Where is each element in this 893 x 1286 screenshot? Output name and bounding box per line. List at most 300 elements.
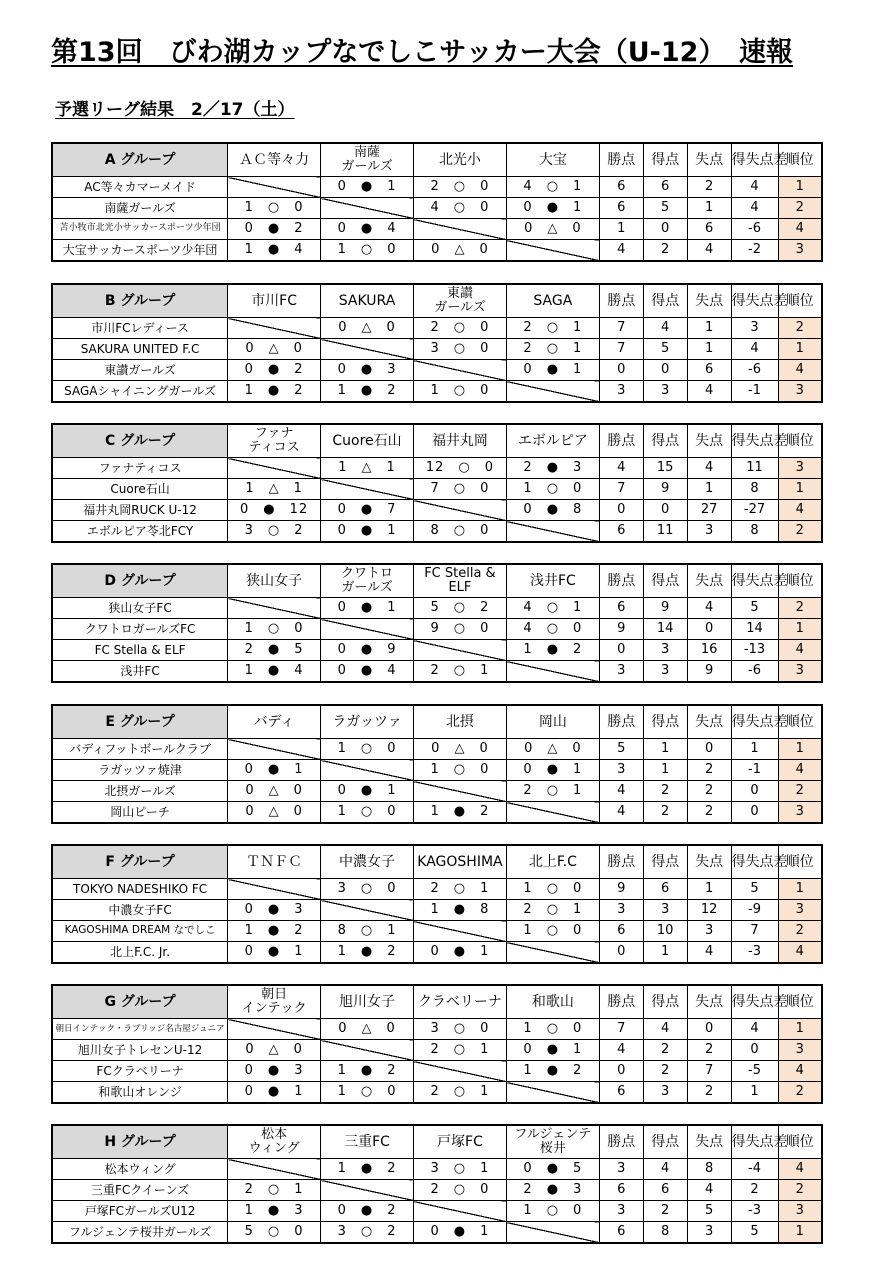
opponent-header: Cuore石山 [321,424,414,458]
match-result: 1 ● 2 [506,1061,599,1082]
stat-header: 失点 [687,985,731,1019]
stat-cell: 1 [643,760,687,781]
match-result: 1 ○ 0 [413,760,506,781]
stat-cell: 10 [643,921,687,942]
rank-cell: 1 [778,879,822,900]
rank-cell: 4 [778,942,822,964]
stat-cell: -6 [731,219,778,240]
stat-cell: 0 [643,219,687,240]
stat-cell: 4 [687,240,731,262]
stat-cell: 4 [643,1159,687,1180]
match-result: 1 ● 8 [413,900,506,921]
stat-cell: 6 [599,521,643,543]
team-name: KAGOSHIMA DREAM なでしこ [52,921,228,942]
rank-cell: 2 [778,198,822,219]
stat-header: 得点 [643,985,687,1019]
table-row [52,479,822,500]
stat-cell: 1 [599,219,643,240]
match-result: 2 ○ 1 [506,339,599,360]
stat-cell: 0 [687,1019,731,1040]
team-name: フルジェンテ桜井ガールズ [52,1222,228,1244]
stat-cell: 6 [643,879,687,900]
stat-cell: 0 [687,619,731,640]
match-result: 1 ● 2 [228,381,321,403]
stat-cell: 4 [643,1019,687,1040]
stat-header: 順位 [778,564,822,598]
stat-cell: 3 [599,760,643,781]
table-row [52,500,822,521]
match-result: 2 ○ 1 [413,661,506,683]
stat-header: 得失点差 [731,564,778,598]
stat-cell: 3 [599,381,643,403]
match-result: 0 △ 0 [413,739,506,760]
match-result: 1 ○ 0 [506,1201,599,1222]
stat-cell: 7 [731,921,778,942]
stat-cell: 1 [731,739,778,760]
self-match-cell [321,198,414,219]
match-result: 0 △ 0 [228,781,321,802]
table-row [52,1180,822,1201]
rank-cell: 4 [778,1061,822,1082]
stat-cell: 6 [687,219,731,240]
team-name: SAKURA UNITED F.C [52,339,228,360]
team-name: SAGAシャイニングガールズ [52,381,228,403]
opponent-header: エボルピア [506,424,599,458]
match-result: 1 ○ 0 [321,1082,414,1104]
match-result: 4 ○ 1 [506,177,599,198]
opponent-header: KAGOSHIMA [413,845,506,879]
match-result: 0 ● 1 [228,760,321,781]
match-result: 3 ○ 0 [413,339,506,360]
table-row [52,1040,822,1061]
stat-cell: 0 [731,1040,778,1061]
table-row [52,1019,822,1040]
opponent-header: FC Stella & ELF [413,564,506,598]
stat-header: 順位 [778,284,822,318]
stat-cell: 0 [643,500,687,521]
rank-cell: 1 [778,479,822,500]
stat-cell: 2 [687,802,731,824]
rank-cell: 4 [778,1159,822,1180]
stat-cell: 3 [599,1159,643,1180]
rank-cell: 1 [778,177,822,198]
stat-cell: -2 [731,240,778,262]
team-name: ファナティコス [52,458,228,479]
match-result: 0 △ 0 [506,219,599,240]
table-row [52,879,822,900]
rank-cell: 1 [778,1222,822,1244]
rank-cell: 2 [778,921,822,942]
match-result: 0 △ 0 [321,318,414,339]
stat-cell: 4 [687,598,731,619]
match-result: 1 ● 2 [321,1061,414,1082]
rank-cell: 2 [778,1082,822,1104]
stat-header: 失点 [687,564,731,598]
stat-cell: 8 [643,1222,687,1244]
stat-header: 得失点差 [731,705,778,739]
stat-cell: -1 [731,760,778,781]
match-result: 3 ○ 1 [413,1159,506,1180]
stat-cell: 1 [687,479,731,500]
rank-cell: 3 [778,1040,822,1061]
stat-header: 得点 [643,143,687,177]
stat-cell: 2 [687,177,731,198]
rank-cell: 1 [778,739,822,760]
stat-header: 得失点差 [731,985,778,1019]
match-result: 2 ○ 1 [506,900,599,921]
match-result: 5 ○ 2 [413,598,506,619]
match-result: 2 ○ 1 [413,879,506,900]
rank-cell: 3 [778,458,822,479]
rank-cell: 3 [778,900,822,921]
self-match-cell [321,1180,414,1201]
stat-cell: 5 [731,1222,778,1244]
match-result: 7 ○ 0 [413,479,506,500]
stat-cell: 4 [731,177,778,198]
stat-cell: 9 [599,619,643,640]
stat-cell: 5 [643,198,687,219]
stat-header: 得失点差 [731,284,778,318]
team-name: 市川FCレディース [52,318,228,339]
stat-cell: 8 [731,521,778,543]
opponent-header: 中濃女子 [321,845,414,879]
opponent-header: ＡＣ等々力 [228,143,321,177]
match-result: 0 ● 5 [506,1159,599,1180]
team-name: FC Stella & ELF [52,640,228,661]
stat-header: 勝点 [599,705,643,739]
group-name: F グループ [52,845,228,879]
stat-cell: 7 [599,339,643,360]
match-result: 0 ● 1 [321,177,414,198]
self-match-cell [413,1201,506,1222]
group-name: D グループ [52,564,228,598]
stat-cell: 8 [731,479,778,500]
rank-cell: 3 [778,661,822,683]
rank-cell: 4 [778,640,822,661]
match-result: 0 ● 3 [321,360,414,381]
stat-cell: 1 [643,942,687,964]
match-result: 0 ● 2 [228,219,321,240]
team-name: 狭山女子FC [52,598,228,619]
opponent-header: 東讃 ガールズ [413,284,506,318]
stat-cell: 16 [687,640,731,661]
stat-cell: 4 [687,381,731,403]
rank-cell: 1 [778,1019,822,1040]
opponent-header: フルジェンテ 桜井 [506,1125,599,1159]
rank-cell: 2 [778,598,822,619]
stat-header: 得点 [643,564,687,598]
match-result: 3 ○ 0 [321,879,414,900]
stat-header: 失点 [687,143,731,177]
opponent-header: クワトロ ガールズ [321,564,414,598]
group-table [51,1124,823,1244]
rank-cell: 4 [778,760,822,781]
stat-header: 勝点 [599,845,643,879]
stat-cell: 6 [599,177,643,198]
match-result: 0 ● 9 [321,640,414,661]
stat-cell: 7 [687,1061,731,1082]
match-result: 12 ○ 0 [413,458,506,479]
rank-cell: 2 [778,318,822,339]
opponent-header: 北光小 [413,143,506,177]
rank-cell: 3 [778,1201,822,1222]
match-result: 1 ○ 0 [321,802,414,824]
group-table [51,142,823,262]
stat-cell: 2 [643,781,687,802]
page-title: 第13回 びわ湖カップなでしこサッカー大会（U-12） 速報 [51,37,793,68]
stat-cell: 6 [599,1082,643,1104]
stat-cell: -1 [731,381,778,403]
stat-cell: 3 [687,521,731,543]
self-match-cell [506,521,599,543]
team-name: 福井丸岡RUCK U-12 [52,500,228,521]
stat-header: 得失点差 [731,1125,778,1159]
opponent-header: 三重FC [321,1125,414,1159]
stat-header: 失点 [687,1125,731,1159]
group-table [51,704,823,824]
stat-cell: 1 [687,318,731,339]
stat-header: 得失点差 [731,424,778,458]
self-match-cell [321,619,414,640]
table-row [52,1201,822,1222]
stat-header: 失点 [687,845,731,879]
self-match-cell [413,921,506,942]
stat-cell: 7 [599,318,643,339]
opponent-header: バディ [228,705,321,739]
stat-cell: 6 [643,177,687,198]
group-name: G グループ [52,985,228,1019]
group-name: C グループ [52,424,228,458]
opponent-header: 岡山 [506,705,599,739]
match-result: 1 ○ 0 [228,198,321,219]
stat-cell: 0 [643,360,687,381]
self-match-cell [321,760,414,781]
opponent-header: 戸塚FC [413,1125,506,1159]
stat-cell: 2 [731,1180,778,1201]
table-row [52,900,822,921]
group-name: E グループ [52,705,228,739]
stat-cell: 6 [687,360,731,381]
match-result: 0 ● 2 [228,360,321,381]
self-match-cell [413,500,506,521]
match-result: 1 ● 2 [413,802,506,824]
match-result: 1 ○ 0 [506,1019,599,1040]
self-match-cell [228,1019,321,1040]
stat-header: 失点 [687,284,731,318]
stat-cell: -6 [731,661,778,683]
table-row [52,177,822,198]
match-result: 0 △ 0 [228,339,321,360]
stat-cell: 2 [643,1201,687,1222]
table-row [52,521,822,543]
stat-cell: 0 [599,500,643,521]
stat-cell: 0 [599,360,643,381]
table-row [52,739,822,760]
table-row [52,598,822,619]
stat-cell: 3 [731,318,778,339]
match-result: 4 ○ 0 [506,619,599,640]
stat-cell: 2 [687,1040,731,1061]
opponent-header: 市川FC [228,284,321,318]
table-row [52,760,822,781]
match-result: 0 ● 4 [321,661,414,683]
match-result: 0 ● 1 [228,1082,321,1104]
match-result: 1 ○ 0 [413,381,506,403]
group-table [51,844,823,964]
match-result: 0 ● 7 [321,500,414,521]
match-result: 2 ○ 1 [413,1082,506,1104]
match-result: 0 △ 0 [228,802,321,824]
self-match-cell [413,219,506,240]
match-result: 0 ● 1 [321,781,414,802]
stat-cell: 4 [687,942,731,964]
rank-cell: 2 [778,521,822,543]
stat-cell: 6 [599,598,643,619]
stat-cell: 7 [599,479,643,500]
table-row [52,219,822,240]
self-match-cell [506,1082,599,1104]
self-match-cell [228,739,321,760]
stat-cell: 4 [599,781,643,802]
stat-cell: 2 [687,781,731,802]
match-result: 0 ● 1 [321,521,414,543]
page-subtitle: 予選リーグ結果 2／17（土） [55,100,295,120]
match-result: 0 ● 1 [506,760,599,781]
match-result: 2 ○ 0 [413,318,506,339]
stat-cell: 4 [687,458,731,479]
stat-cell: 0 [599,942,643,964]
rank-cell: 2 [778,781,822,802]
stat-cell: 5 [599,739,643,760]
self-match-cell [228,177,321,198]
stat-cell: 27 [687,500,731,521]
self-match-cell [228,458,321,479]
stat-cell: 6 [599,1222,643,1244]
stat-cell: 0 [599,1061,643,1082]
stat-cell: 4 [687,1180,731,1201]
stat-cell: 11 [731,458,778,479]
opponent-header: クラベリーナ [413,985,506,1019]
opponent-header: SAGA [506,284,599,318]
stat-header: 得点 [643,424,687,458]
match-result: 0 △ 0 [506,739,599,760]
group-table [51,563,823,683]
stat-cell: 2 [643,1061,687,1082]
stat-cell: -3 [731,942,778,964]
stat-header: 勝点 [599,424,643,458]
match-result: 2 ● 5 [228,640,321,661]
stat-header: 得点 [643,1125,687,1159]
stat-cell: 4 [599,1040,643,1061]
stat-header: 順位 [778,985,822,1019]
rank-cell: 1 [778,339,822,360]
match-result: 1 △ 1 [228,479,321,500]
team-name: 大宝サッカースポーツ少年団 [52,240,228,262]
match-result: 4 ○ 0 [413,198,506,219]
stat-cell: 4 [643,318,687,339]
stat-cell: 12 [687,900,731,921]
table-row [52,802,822,824]
stat-cell: 0 [687,739,731,760]
stat-cell: 3 [599,1201,643,1222]
stat-cell: 2 [687,760,731,781]
team-name: 南薩ガールズ [52,198,228,219]
self-match-cell [506,802,599,824]
match-result: 2 ● 3 [506,458,599,479]
stat-cell: 9 [687,661,731,683]
stat-header: 得点 [643,845,687,879]
opponent-header: 福井丸岡 [413,424,506,458]
team-name: TOKYO NADESHIKO FC [52,879,228,900]
match-result: 2 ○ 1 [506,318,599,339]
team-name: クワトロガールズFC [52,619,228,640]
opponent-header: 旭川女子 [321,985,414,1019]
match-result: 0 ● 3 [228,1061,321,1082]
opponent-header: 北摂 [413,705,506,739]
self-match-cell [413,640,506,661]
stat-cell: 1 [687,339,731,360]
stat-cell: 1 [643,739,687,760]
stat-cell: 4 [731,1019,778,1040]
rank-cell: 4 [778,219,822,240]
table-row [52,1061,822,1082]
match-result: 1 ● 2 [321,942,414,964]
self-match-cell [321,479,414,500]
team-name: 三重FCクイーンズ [52,1180,228,1201]
stat-cell: -13 [731,640,778,661]
stat-header: 勝点 [599,143,643,177]
match-result: 0 ● 3 [228,900,321,921]
table-row [52,921,822,942]
match-result: 3 ○ 0 [413,1019,506,1040]
match-result: 1 ○ 0 [506,479,599,500]
table-row [52,1222,822,1244]
self-match-cell [321,900,414,921]
stat-cell: 9 [643,598,687,619]
stat-cell: 3 [643,661,687,683]
stat-cell: 8 [687,1159,731,1180]
stat-cell: 14 [643,619,687,640]
match-result: 2 ● 3 [506,1180,599,1201]
group-name: B グループ [52,284,228,318]
stat-cell: 4 [599,240,643,262]
table-row [52,240,822,262]
match-result: 0 ● 1 [413,942,506,964]
stat-cell: 3 [643,381,687,403]
opponent-header: 南薩 ガールズ [321,143,414,177]
rank-cell: 4 [778,500,822,521]
table-row [52,942,822,964]
team-name: 戸塚FCガールズU12 [52,1201,228,1222]
table-row [52,1159,822,1180]
match-result: 1 ○ 0 [321,240,414,262]
match-result: 1 ● 2 [321,1159,414,1180]
stat-header: 順位 [778,143,822,177]
match-result: 2 ○ 1 [506,781,599,802]
stat-cell: 4 [731,198,778,219]
match-result: 0 △ 0 [413,240,506,262]
stat-cell: 5 [731,879,778,900]
self-match-cell [506,1222,599,1244]
group-table [51,984,823,1104]
team-name: 浅井FC [52,661,228,683]
stat-cell: 9 [599,879,643,900]
match-result: 0 △ 0 [321,1019,414,1040]
table-row [52,1082,822,1104]
match-result: 2 ○ 1 [228,1180,321,1201]
team-name: FCクラベリーナ [52,1061,228,1082]
opponent-header: ＴＮＦＣ [228,845,321,879]
